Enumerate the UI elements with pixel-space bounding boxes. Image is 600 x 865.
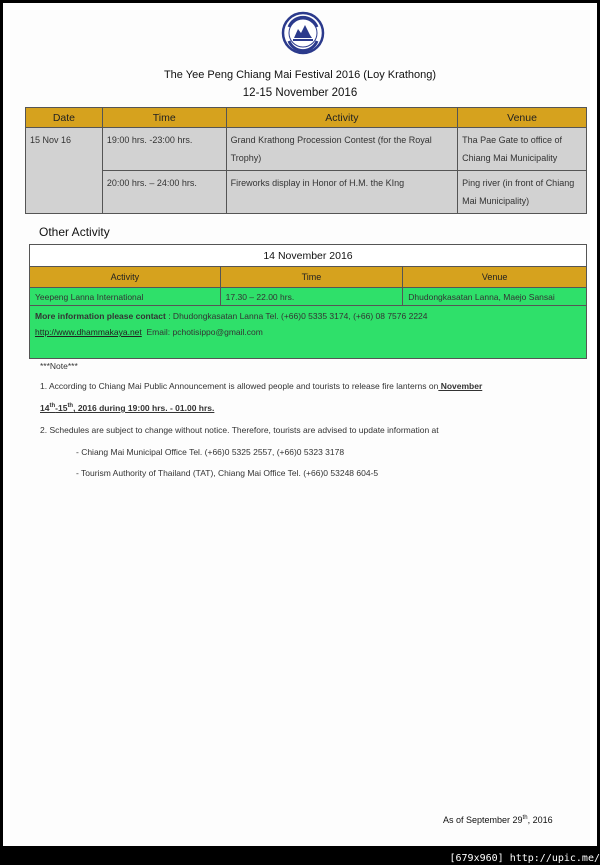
- contact-line: [35, 324, 581, 340]
- other-activity-table: [29, 244, 587, 359]
- watermark: [679x960] http://upic.me/: [449, 853, 600, 864]
- col-time: Time: [102, 108, 226, 128]
- table-row: [30, 288, 587, 306]
- as-of-sup: th: [522, 815, 528, 821]
- row-venue-line: Ping river (in front of Chiang: [462, 178, 575, 188]
- other-date-row: [30, 245, 587, 267]
- table-row: [26, 171, 587, 214]
- note-1-day-b: -15: [55, 403, 68, 413]
- note-1-continued: [40, 403, 214, 413]
- other-header-row: [30, 267, 587, 288]
- row-activity-line: Grand Krathong Procession Contest (for the Royal: [230, 135, 432, 145]
- contact-email: Email: pchotisippo@gmail.com: [146, 327, 263, 337]
- row-time: 20:00 hrs. – 24:00 hrs.: [102, 171, 226, 214]
- note-1-day-a: 14: [40, 403, 50, 413]
- contact-info-row: [30, 306, 587, 359]
- document-page: [3, 3, 597, 846]
- note-1: [40, 381, 482, 391]
- contact-label: More information please contact: [35, 311, 166, 321]
- row-venue: [458, 171, 587, 214]
- other-time: 17.30 – 22.00 hrs.: [220, 288, 403, 306]
- schedule-date: 15 Nov 16: [26, 128, 103, 214]
- row-venue-line: Chiang Mai Municipality: [462, 153, 558, 163]
- row-time: 19:00 hrs. -23:00 hrs.: [102, 128, 226, 171]
- schedule-header-row: [26, 108, 587, 128]
- col-venue: Venue: [403, 267, 587, 288]
- note-1-hours: , 2016 during 19:00 hrs. - 01.00 hrs.: [73, 403, 215, 413]
- contact-tat: - Tourism Authority of Thailand (TAT), Chiang Mai Office Tel. (+66)0 53248 604-5: [76, 468, 379, 478]
- note-1-date-emphasis: November: [438, 381, 483, 391]
- row-activity: [226, 171, 458, 214]
- as-of-text: As of September 29: [443, 815, 523, 825]
- as-of-year: , 2016: [527, 815, 553, 825]
- website-link[interactable]: http://www.dhammakaya.net: [35, 327, 142, 337]
- row-venue: [458, 128, 587, 171]
- row-activity-line: Trophy): [230, 153, 262, 163]
- col-venue: Venue: [458, 108, 587, 128]
- as-of-date: [443, 815, 553, 825]
- other-activity-heading: Other Activity: [39, 225, 110, 239]
- schedule-table: [25, 107, 587, 214]
- other-venue: Dhudongkasatan Lanna, Maejo Sansai: [403, 288, 587, 306]
- note-2: 2. Schedules are subject to change without notice. Therefore, tourists are advised to update information at: [40, 425, 439, 435]
- row-activity: [226, 128, 458, 171]
- note-1-date: [40, 403, 214, 413]
- note-1-sup-a: th: [49, 403, 56, 410]
- row-venue-line: Mai Municipality): [462, 196, 530, 206]
- col-activity: Activity: [30, 267, 221, 288]
- notes-heading: ***Note***: [40, 361, 78, 371]
- other-date: 14 November 2016: [30, 245, 587, 267]
- col-activity: Activity: [226, 108, 458, 128]
- other-activity: Yeepeng Lanna International: [30, 288, 221, 306]
- col-time: Time: [220, 267, 403, 288]
- row-activity-line: Fireworks display in Honor of H.M. the KIng: [230, 178, 405, 188]
- festival-dates: 12-15 November 2016: [242, 87, 358, 99]
- festival-title: The Yee Peng Chiang Mai Festival 2016 (Loy Krathong): [163, 69, 437, 81]
- contact-municipal: - Chiang Mai Municipal Office Tel. (+66)0 5325 2557, (+66)0 5323 3178: [76, 447, 345, 457]
- contact-phones: : Dhudongkasatan Lanna Tel. (+66)0 5335 3174, (+66) 08 7576 2224: [165, 311, 428, 321]
- contact-line: [35, 308, 581, 324]
- row-venue-line: Tha Pae Gate to office of: [462, 135, 563, 145]
- table-row: [26, 128, 587, 171]
- col-date: Date: [26, 108, 103, 128]
- tat-logo-icon: [281, 11, 325, 55]
- contact-info: [30, 306, 587, 359]
- note-1-text: 1. According to Chiang Mai Public Announcement is allowed people and tourists to release fire lanterns on: [40, 381, 439, 391]
- note-1-sup-b: th: [67, 403, 74, 410]
